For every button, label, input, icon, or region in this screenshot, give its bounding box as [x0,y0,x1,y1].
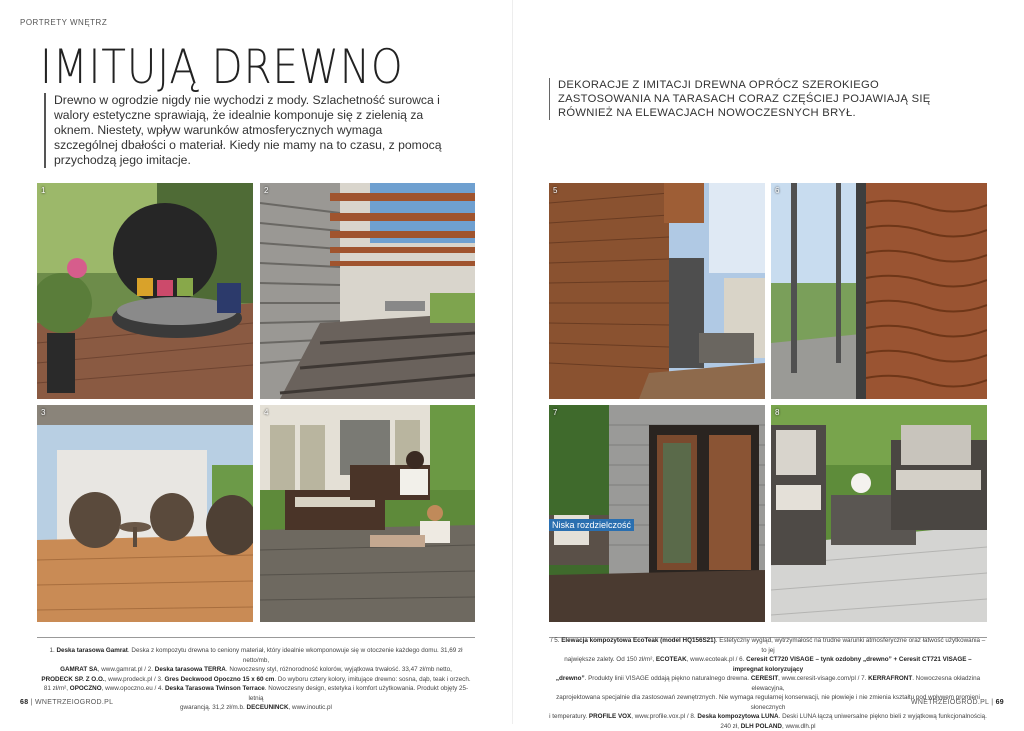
photo-number: 5 [553,186,557,195]
caption-text: , www.dlh.pl [782,723,816,730]
folio-left [20,699,113,706]
folio-separator: | [991,699,993,706]
caption-line [549,722,987,731]
caption-text: . Estetyczny wygląd, wytrzymałość na trudne warunki atmosferyczne oraz łatwość użytkowania – to jej [716,637,985,654]
caption-brand: Deska tarasowa Gamrat [57,647,128,654]
photo-4 [260,405,475,622]
photo-3 [37,405,253,622]
caption-text: , www.ceresit-visage.com/pl / 7. [778,675,868,682]
caption-brand: OPOCZNO [70,685,102,692]
caption-text: i temperatury. [549,713,589,720]
photo-8 [771,405,987,622]
caption-text: . Nowoczesna okładzina elewacyjna, [752,675,981,692]
photo-number: 1 [41,186,45,195]
caption-line [37,665,475,675]
photo-2 [260,183,475,399]
photo-number: 8 [775,408,779,417]
caption-text: 240 zł, [720,723,740,730]
caption-text: zaprojektowana specjalnie dla zastosowań zewnętrznych. Nie wymaga regularnej konserwacji, nie płowieje i nie zmienia kształtu pod wpływem promieni słonecznych [556,694,980,711]
photo-number: 7 [553,408,557,417]
caption-text: . Deski LUNA łączą uniwersalne piękno bieli z wyjątkową funkcjonalnością. [779,713,987,720]
site-name-right: WNETRZEIOGROD.PL [911,699,989,706]
low-resolution-badge: Niska rozdzielczość [549,519,634,531]
caption-text: , www.inoutic.pl [289,704,332,711]
caption-text: . Deska z kompozytu drewna to ceniony materiał, który idealnie wkomponowuje się w otoczenie każdego domu. 31,69 zł netto/mb, [128,647,463,664]
caption-brand: ECOTEAK [656,656,687,663]
caption-text: . Produkty linii VISAGE oddają piękno naturalnego drewna. [585,675,751,682]
caption-line [37,675,475,685]
page-number-right: 69 [996,699,1004,706]
lead-paragraph: DEKORACJE Z IMITACJI DREWNA OPRÓCZ SZEROKIEGO ZASTOSOWANIA NA TARASACH CORAZ CZĘŚCIEJ POJAWIAJĄ SIĘ RÓWNIEŻ NA ELEWACJACH NOWOCZESNYCH BRYŁ. [549,78,958,120]
caption-text: . Nowoczesny design, estetyka i komfort użytkowania. Produkt objęty 25-letnią [248,685,468,702]
page-title: IMITUJĄ DREWNO [40,40,404,95]
caption-text: , www.opoczno.eu / 4. [102,685,165,692]
caption-line [37,646,475,665]
caption-brand: Ceresit CT720 VISAGE – tynk ozdobny „drewno” + Ceresit CT721 VISAGE – impregnat koloryzujący [733,656,972,673]
caption-brand: CERESIT [751,675,778,682]
caption-brand: Gres Deckwood Opoczno 15 x 60 cm [164,676,274,683]
caption-brand: PRODECK SP. Z O.O. [41,676,104,683]
wood-panel-icon [771,183,987,399]
caption-text: . Nowoczesny styl, różnorodność kolorów, wyjątkowa trwałość. 33,47 zł/mb netto, [226,666,452,673]
site-name-left: WNETRZEIOGROD.PL [35,699,113,706]
photo-number: 6 [775,186,779,195]
caption-line [549,674,987,693]
house-doors-icon [549,405,765,622]
photo-number: 3 [41,408,45,417]
rattan-sofa-icon [771,405,987,622]
caption-text: 1. [49,647,56,654]
caption-rule-left [37,637,475,638]
caption-text: gwarancją. 31,2 zł/m.b. [180,704,247,711]
caption-right [549,636,987,731]
intro-paragraph: Drewno w ogrodzie nigdy nie wychodzi z mody. Szlachetność surowca i walory estetyczne sprawiają, że idealnie komponuje się z zielenią za oknem. Niestety, wpływ warunków atmosferycznych wymaga szczególnej dbałości o materiał. Kiedy nie mamy na to czasu, z pomocą przychodzą jego imitacje. [44,93,446,168]
caption-text: / 5. [551,637,562,644]
caption-brand: GAMRAT SA [60,666,98,673]
caption-brand: Elewacja kompozytowa EcoTeak (model HQ156S21) [561,637,716,644]
photo-7 [549,405,765,622]
wood-facade-icon [549,183,765,399]
caption-text: , www.gamrat.pl / 2. [98,666,155,673]
caption-brand: Deska Tarasowa Twinson Terrace [165,685,265,692]
wicker-daybed-icon [37,183,253,399]
page-spine [512,0,513,724]
caption-text: . Do wyboru cztery kolory, imitujące drewno: sosna, dąb, teak i orzech. [274,676,470,683]
caption-line [549,655,987,674]
caption-text: , www.ecoteak.pl / 6. [687,656,747,663]
photo-number: 4 [264,408,268,417]
folio-separator: | [31,699,33,706]
terrace-pergola-icon [260,183,475,399]
page-number-left: 68 [20,699,28,706]
caption-brand: DECEUNINCK [247,704,289,711]
caption-brand: DLH POLAND [741,723,782,730]
photo-1 [37,183,253,399]
caption-text: , www.prodeck.pl / 3. [105,676,165,683]
caption-text: 81 zł/m², [44,685,70,692]
caption-line [549,636,987,655]
caption-text: największe zalety. Od 150 zł/m², [564,656,656,663]
photo-5 [549,183,765,399]
family-deck-icon [260,405,475,622]
folio-right [911,699,1004,706]
caption-brand: Deska kompozytowa LUNA [697,713,778,720]
section-label: PORTRETY WNĘTRZ [20,18,107,27]
caption-brand: Deska tarasowa TERRA [155,666,226,673]
caption-brand: PROFILE VOX [589,713,631,720]
caption-brand: KERRAFRONT [868,675,912,682]
caption-text: , www.profile.vox.pl / 8. [631,713,697,720]
caption-brand: „drewno” [556,675,585,682]
caption-line [549,712,987,722]
photo-number: 2 [264,186,268,195]
rattan-chairs-icon [37,405,253,622]
photo-6 [771,183,987,399]
